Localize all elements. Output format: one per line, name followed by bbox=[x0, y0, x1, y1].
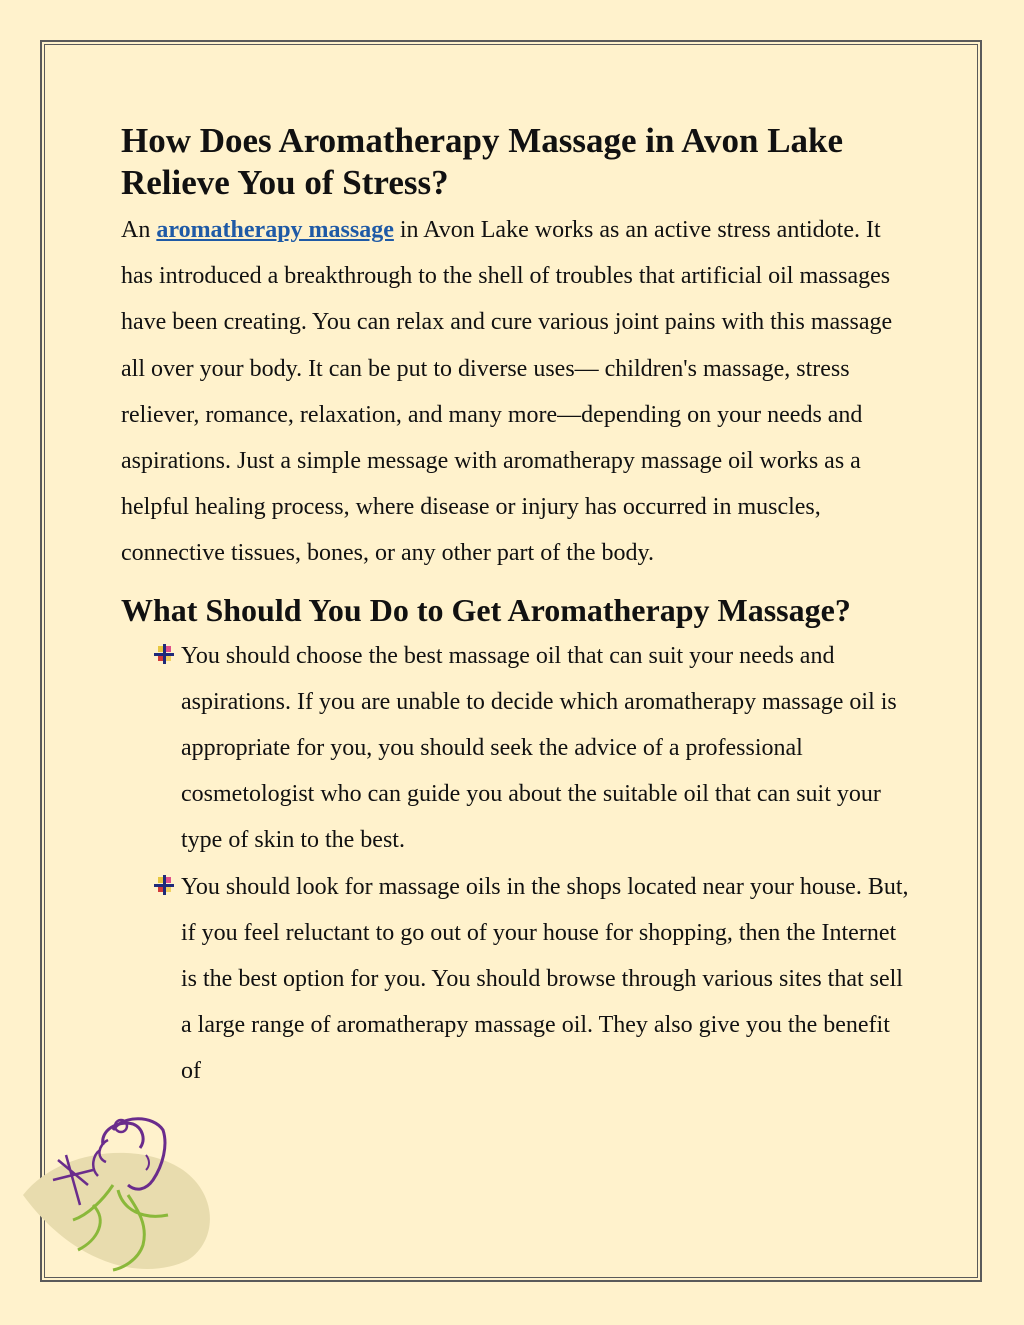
list-item bbox=[121, 864, 911, 1095]
intro-paragraph bbox=[121, 207, 911, 577]
list-item bbox=[121, 633, 911, 864]
intro-prefix: An bbox=[121, 217, 157, 243]
colored-plus-bullet-icon bbox=[154, 644, 174, 664]
document-content bbox=[121, 120, 911, 1095]
bullet-text: You should choose the best massage oil that can suit your needs and aspirations. If you are unable to decide which aromatherapy massage oil is appropriate for you, you should seek the advice of a professional cosmetologist who can guide you about the suitable oil that can suit your type of skin to the best. bbox=[181, 642, 897, 854]
bullet-text: You should look for massage oils in the shops located near your house. But, if you feel reluctant to go out of your house for shopping, then the Internet is the best option for you. You should browse through various sites that sell a large range of aromatherapy massage oil. They also give you the benefit of bbox=[181, 873, 909, 1085]
intro-body: in Avon Lake works as an active stress antidote. It has introduced a breakthrough to the shell of troubles that artificial oil massages have been creating. You can relax and cure various joint pains with this massage all over your body. It can be put to diverse uses— children's massage, stress reliever, romance, relaxation, and many more—depending on your needs and aspirations. Just a simple message with aromatherapy massage oil works as a helpful healing process, where disease or injury has occurred in muscles, connective tissues, bones, or any other part of the body. bbox=[121, 217, 893, 567]
aromatherapy-massage-link[interactable]: aromatherapy massage bbox=[156, 217, 394, 243]
main-heading: How Does Aromatherapy Massage in Avon Lake Relieve You of Stress? bbox=[121, 121, 844, 202]
bullet-list bbox=[121, 633, 911, 1095]
massage-woman-logo-icon bbox=[18, 1110, 218, 1280]
colored-plus-bullet-icon bbox=[154, 875, 174, 895]
section-heading: What Should You Do to Get Aromatherapy Massage? bbox=[121, 591, 851, 628]
